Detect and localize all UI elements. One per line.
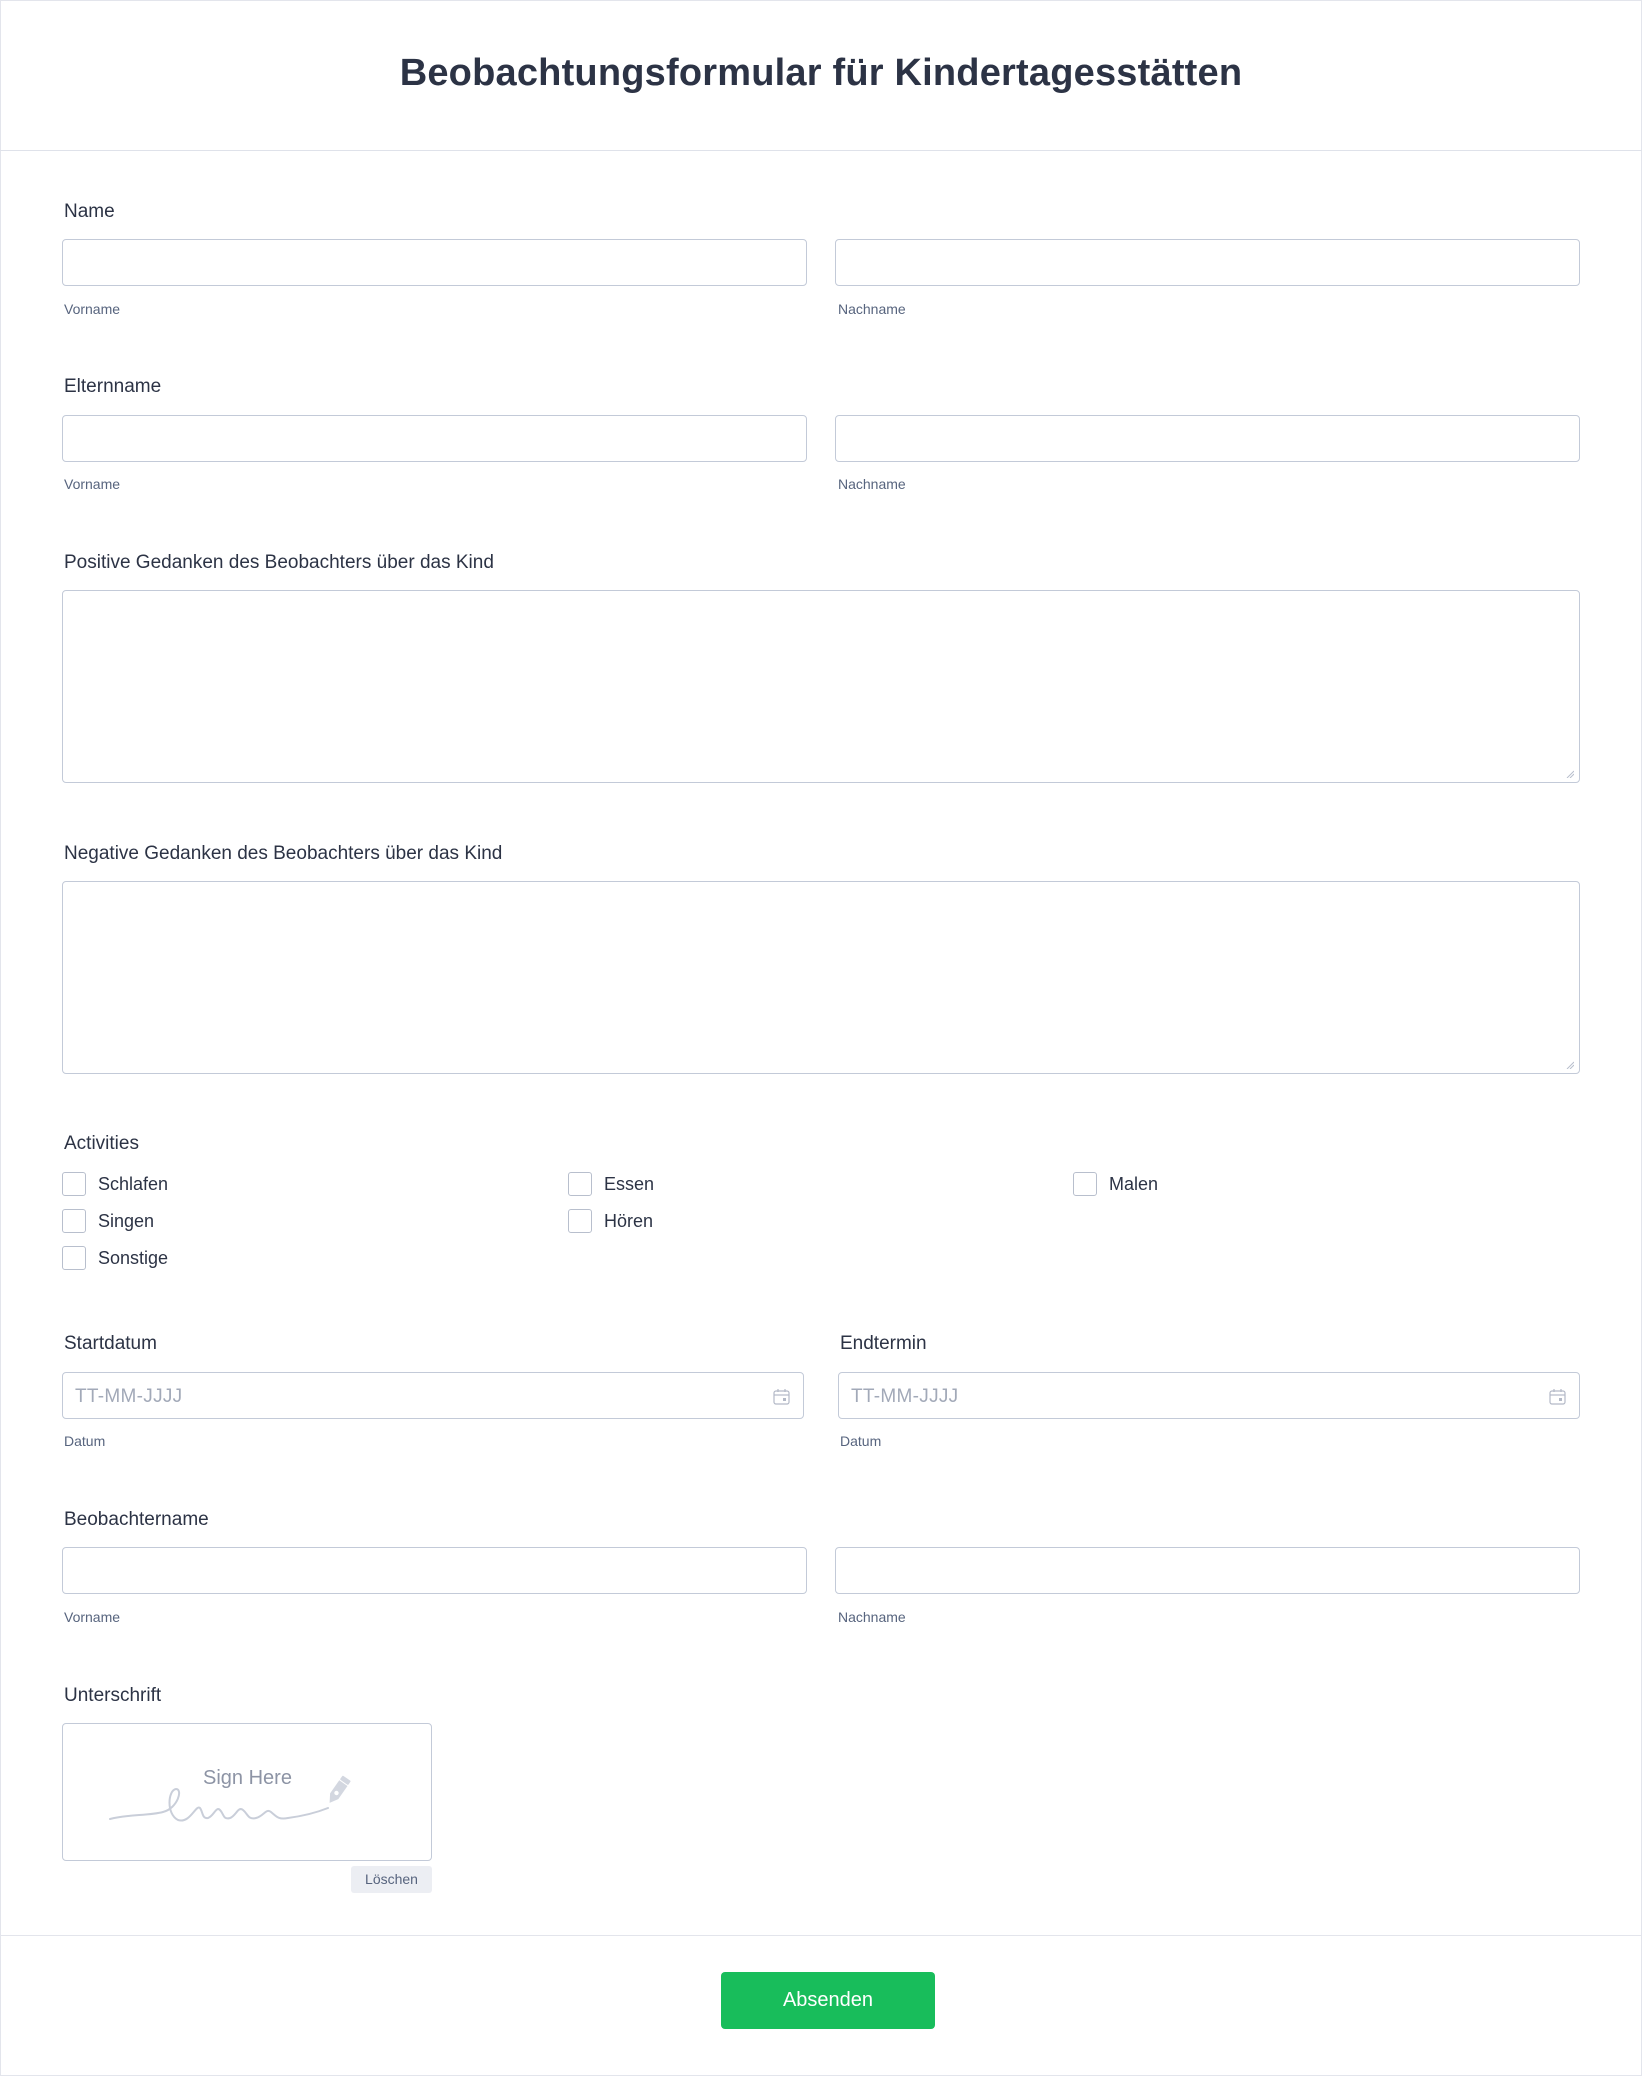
clear-signature-button[interactable]: Löschen	[351, 1866, 432, 1893]
activity-option-singen[interactable]	[62, 1209, 154, 1233]
parent-last-name-sublabel: Nachname	[838, 476, 906, 492]
activity-option-schlafen[interactable]	[62, 1172, 168, 1196]
activity-option-sonstige[interactable]	[62, 1246, 168, 1270]
submit-button[interactable]: Absenden	[721, 1972, 935, 2029]
calendar-icon[interactable]	[1549, 1388, 1566, 1405]
checkbox[interactable]	[62, 1209, 86, 1233]
end-date-placeholder: TT-MM-JJJJ	[851, 1386, 959, 1407]
first-name-input[interactable]	[62, 239, 807, 286]
activity-option-label: Singen	[98, 1210, 155, 1231]
checkbox[interactable]	[1073, 1172, 1097, 1196]
resize-grip-icon[interactable]	[1566, 1061, 1574, 1069]
activity-option-essen[interactable]	[568, 1172, 654, 1196]
observer-name-label: Beobachtername	[64, 1509, 209, 1530]
activities-label: Activities	[64, 1133, 139, 1154]
activity-option-label: Sonstige	[98, 1247, 169, 1268]
parent-first-name-input[interactable]	[62, 415, 807, 462]
observer-first-name-input[interactable]	[62, 1547, 807, 1594]
checkbox[interactable]	[62, 1172, 86, 1196]
observer-first-name-sublabel: Vorname	[64, 1609, 121, 1625]
signature-pad[interactable]	[62, 1723, 432, 1861]
parent-first-name-sublabel: Vorname	[64, 476, 121, 492]
activity-option-label: Malen	[1109, 1173, 1159, 1194]
parent-name-label: Elternname	[64, 376, 162, 397]
signature-scribble-icon	[108, 1764, 388, 1834]
activity-option-hoeren[interactable]	[568, 1209, 653, 1233]
start-date-input[interactable]	[62, 1372, 804, 1419]
positive-thoughts-label: Positive Gedanken des Beobachters über das Kind	[64, 552, 494, 573]
start-date-placeholder: TT-MM-JJJJ	[75, 1386, 183, 1407]
negative-thoughts-label: Negative Gedanken des Beobachters über das Kind	[64, 843, 503, 864]
first-name-sublabel: Vorname	[64, 301, 121, 317]
activity-option-label: Hören	[604, 1210, 654, 1231]
checkbox[interactable]	[568, 1209, 592, 1233]
end-date-input[interactable]	[838, 1372, 1580, 1419]
footer-divider	[0, 1935, 1642, 1936]
start-date-label: Startdatum	[64, 1333, 157, 1354]
form-title: Beobachtungsformular für Kindertagesstätten	[399, 52, 1243, 94]
name-label: Name	[64, 201, 115, 222]
end-date-sublabel: Datum	[840, 1433, 882, 1449]
last-name-sublabel: Nachname	[838, 301, 906, 317]
activity-option-label: Essen	[604, 1173, 655, 1194]
positive-thoughts-textarea[interactable]	[62, 590, 1580, 783]
calendar-icon[interactable]	[773, 1388, 790, 1405]
signature-placeholder: Sign Here	[203, 1767, 292, 1789]
negative-thoughts-textarea[interactable]	[62, 881, 1580, 1074]
start-date-sublabel: Datum	[64, 1433, 106, 1449]
signature-label: Unterschrift	[64, 1685, 162, 1706]
checkbox[interactable]	[62, 1246, 86, 1270]
activity-option-label: Schlafen	[98, 1173, 169, 1194]
observer-last-name-sublabel: Nachname	[838, 1609, 906, 1625]
last-name-input[interactable]	[835, 239, 1580, 286]
form-header	[0, 0, 1642, 151]
end-date-label: Endtermin	[840, 1333, 927, 1354]
parent-last-name-input[interactable]	[835, 415, 1580, 462]
activity-option-malen[interactable]	[1073, 1172, 1158, 1196]
checkbox[interactable]	[568, 1172, 592, 1196]
observer-last-name-input[interactable]	[835, 1547, 1580, 1594]
resize-grip-icon[interactable]	[1566, 770, 1574, 778]
